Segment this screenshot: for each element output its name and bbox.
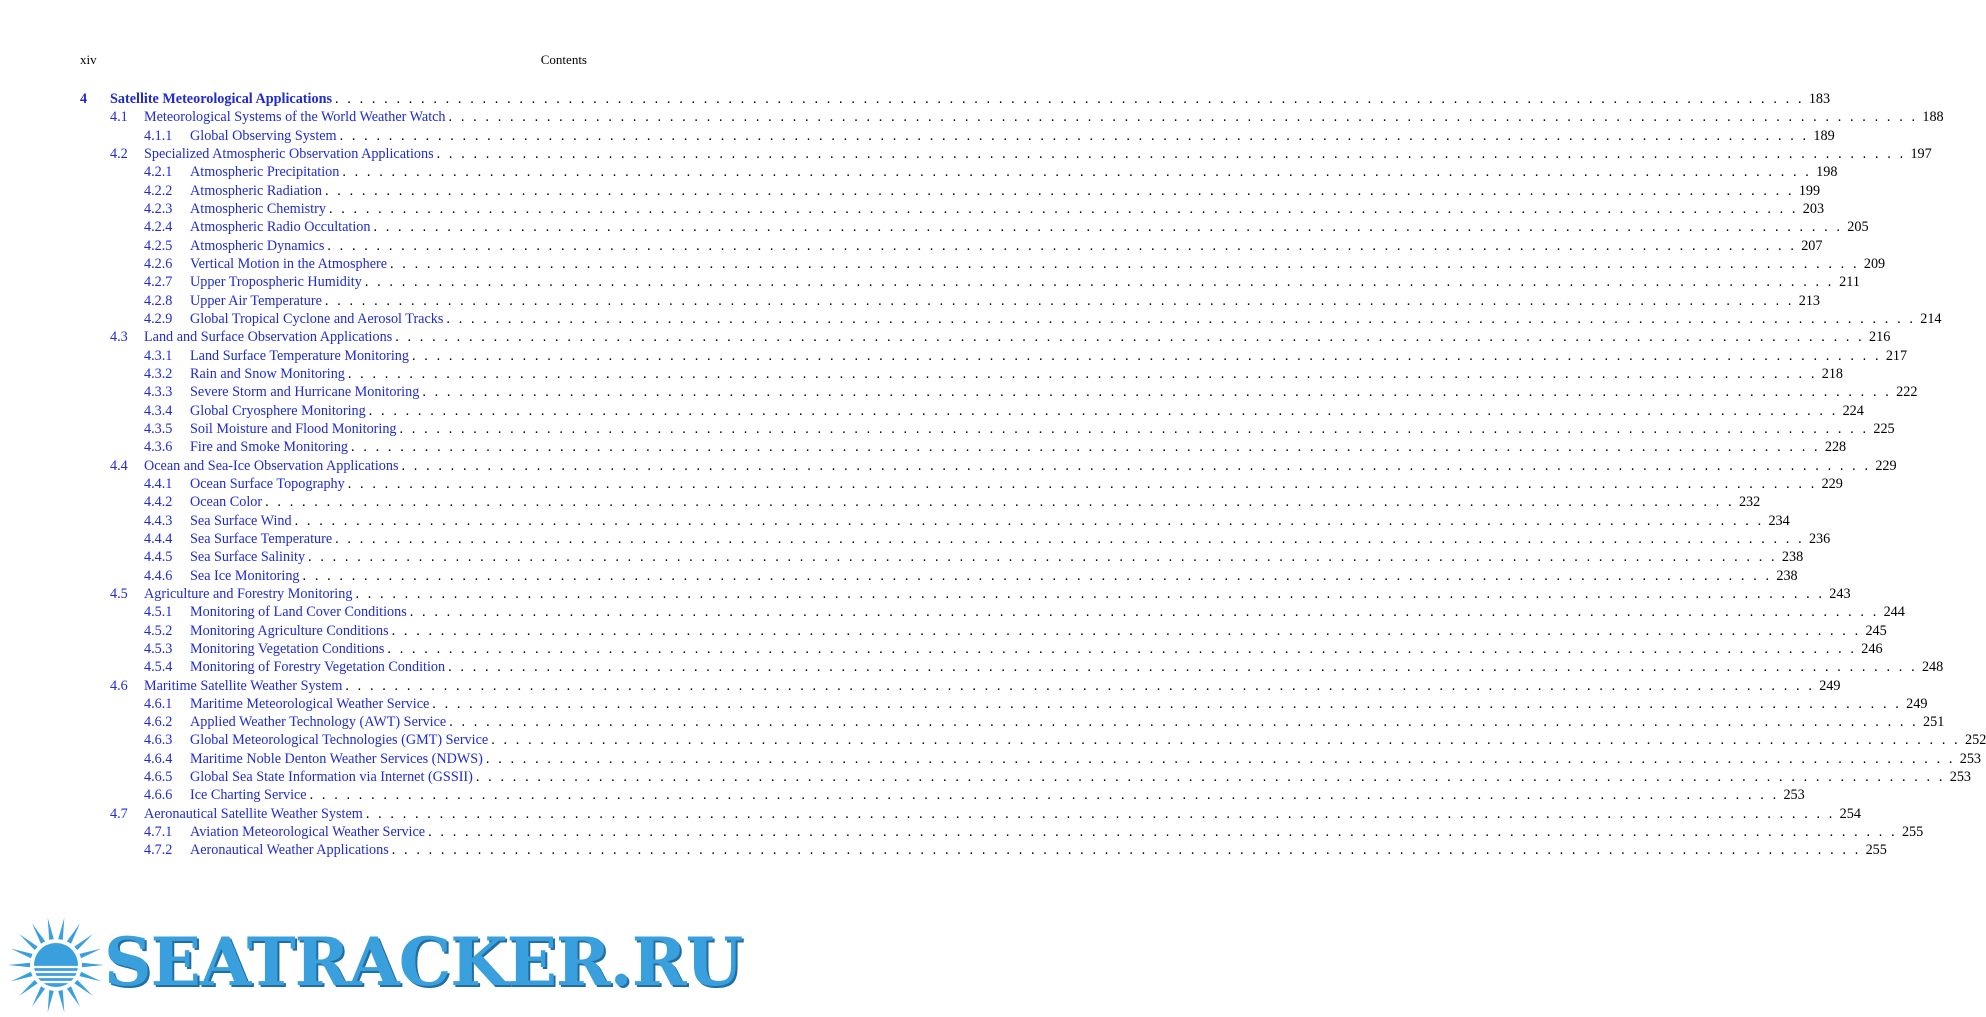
toc-entry-page: 188 [1922,109,1944,126]
toc-entry-page: 249 [1906,695,1928,712]
toc-entry-number[interactable]: 4.2.2 [144,182,173,199]
toc-entry-page: 209 [1863,255,1886,272]
dot-leader: . . . . . . . . . . . . . . . . . . . . . . . . . . . . . . . . . . . . . . . . . . . . . . . . . . . . . . . . . . . . . . . . . . . . . . . . . . . . . . . . . . . . . . . . . . . . . . . . . . . . . . . . . . . . . . . . . . . . . . . . [432,695,1902,712]
toc-entry-title[interactable]: Fire and Smoke Monitoring [190,439,349,456]
toc-entry-page: 238 [1781,549,1804,566]
toc-entry-title[interactable]: Maritime Meteorological Weather Service [190,695,430,712]
toc-entry[interactable] [80,512,1790,530]
toc-entry-page: 222 [1896,384,1918,401]
toc-entry-title[interactable]: Aeronautical Weather Applications [190,842,389,859]
toc-entry-title[interactable]: Aviation Meteorological Weather Service [190,824,426,841]
toc-entry-page: 216 [1869,329,1891,346]
toc-entry-page: 203 [1802,200,1825,217]
dot-leader: . . . . . . . . . . . . . . . . . . . . . . . . . . . . . . . . . . . . . . . . . . . . . . . . . . . . . . . . . . . . . . . . . . . . . . . . . . . . . . . . . . . . . . . . . . . . . . . . . . . . . . . . . . . . . . . . . . . . . . . . [387,640,1857,657]
dot-leader: . . . . . . . . . . . . . . . . . . . . . . . . . . . . . . . . . . . . . . . . . . . . . . . . . . . . . . . . . . . . . . . . . . . . . . . . . . . . . . . . . . . . . . . . . . . . . . . . . . . . . . . . . . . . . . . . . . . . . . . . [355,585,1825,602]
toc-entry-page: 218 [1821,365,1843,382]
toc-entry-number[interactable]: 4.3.2 [144,365,173,382]
toc-entry-number[interactable]: 4.4.4 [144,530,173,547]
dot-leader: . . . . . . . . . . . . . . . . . . . . . . . . . . . . . . . . . . . . . . . . . . . . . . . . . . . . . . . . . . . . . . . . . . . . . . . . . . . . . . . . . . . . . . . . . . . . . . . . . . . . . . . . . . . . . . . . . . . . . . . . [373,219,1843,236]
toc-entry-title[interactable]: Applied Weather Technology (AWT) Service [190,714,447,731]
toc-entry-page: 228 [1824,439,1847,456]
toc-entry-number[interactable]: 4 [80,91,88,107]
toc-entry[interactable] [80,823,1924,841]
toc-entry[interactable] [80,108,1944,126]
toc-entry[interactable] [80,640,1883,658]
dot-leader: . . . . . . . . . . . . . . . . . . . . . . . . . . . . . . . . . . . . . . . . . . . . . . . . . . . . . . . . . . . . . . . . . . . . . . . . . . . . . . . . . . . . . . . . . . . . . . . . . . . . . . . . . . . . . . . . . . . . . . . . [364,274,1834,291]
toc-entry-number[interactable]: 4.6.4 [144,750,173,767]
toc-entry-number[interactable]: 4.2.6 [144,255,173,272]
toc-entry-number[interactable]: 4.2.7 [144,274,173,291]
section-title: Contents [540,52,587,67]
toc-entry[interactable] [80,328,1891,346]
toc-entry-title[interactable]: Ocean and Sea-Ice Observation Applications [144,457,399,474]
dot-leader: . . . . . . . . . . . . . . . . . . . . . . . . . . . . . . . . . . . . . . . . . . . . . . . . . . . . . . . . . . . . . . . . . . . . . . . . . . . . . . . . . . . . . . . . . . . . . . . . . . . . . . . . . . . . . . . . . . . . . . . . [409,604,1879,621]
dot-leader: . . . . . . . . . . . . . . . . . . . . . . . . . . . . . . . . . . . . . . . . . . . . . . . . . . . . . . . . . . . . . . . . . . . . . . . . . . . . . . . . . . . . . . . . . . . . . . . . . . . . . . . . . . . . . . . . . . . . . . . . [351,439,1821,456]
dot-leader: . . . . . . . . . . . . . . . . . . . . . . . . . . . . . . . . . . . . . . . . . . . . . . . . . . . . . . . . . . . . . . . . . . . . . . . . . . . . . . . . . . . . . . . . . . . . . . . . . . . . . . . . . . . . . . . . . . . . . . . . [302,567,1772,584]
toc-entry[interactable] [80,750,1982,768]
dot-leader: . . . . . . . . . . . . . . . . . . . . . . . . . . . . . . . . . . . . . . . . . . . . . . . . . . . . . . . . . . . . . . . . . . . . . . . . . . . . . . . . . . . . . . . . . . . . . . . . . . . . . . . . . . . . . . . . . . . . . . . . [347,475,1817,492]
toc-entry-number[interactable]: 4.7.1 [144,824,173,841]
dot-leader: . . . . . . . . . . . . . . . . . . . . . . . . . . . . . . . . . . . . . . . . . . . . . . . . . . . . . . . . . . . . . . . . . . . . . . . . . . . . . . . . . . . . . . . . . . . . . . . . . . . . . . . . . . . . . . . . . . . . . . . . [339,127,1809,144]
toc-entry[interactable] [80,90,1831,108]
toc-entry[interactable] [80,567,1798,585]
toc-entry-number[interactable]: 4.2.8 [144,292,173,309]
toc-entry-number[interactable]: 4.3.1 [144,347,173,364]
toc-entry-title[interactable]: Sea Surface Salinity [190,549,306,566]
toc-entry-title[interactable]: Land and Surface Observation Applications [144,329,393,346]
toc-entry-title[interactable]: Ice Charting Service [190,787,307,804]
toc-entry-title[interactable]: Atmospheric Radiation [190,182,322,199]
toc-entry[interactable] [80,218,1869,236]
toc-entry-page: 254 [1839,805,1861,822]
toc-entry-number[interactable]: 4.5.2 [144,622,173,639]
toc-entry-page: 225 [1873,420,1895,437]
toc-entry-number[interactable]: 4.5.1 [144,604,173,621]
dot-leader: . . . . . . . . . . . . . . . . . . . . . . . . . . . . . . . . . . . . . . . . . . . . . . . . . . . . . . . . . . . . . . . . . . . . . . . . . . . . . . . . . . . . . . . . . . . . . . . . . . . . . . . . . . . . . . . . . . . . . . . . [294,512,1764,529]
toc-entry-title[interactable]: Ocean Color [190,494,263,511]
watermark [6,915,743,1015]
toc-entry[interactable] [80,310,1942,328]
toc-entry-page: 198 [1816,164,1838,181]
toc-entry[interactable] [80,237,1823,255]
toc-entry[interactable] [80,255,1886,273]
dot-leader: . . . . . . . . . . . . . . . . . . . . . . . . . . . . . . . . . . . . . . . . . . . . . . . . . . . . . . . . . . . . . . . . . . . . . . . . . . . . . . . . . . . . . . . . . . . . . . . . . . . . . . . . . . . . . . . . . . . . . . . . [428,824,1898,841]
toc-entry-title[interactable]: Rain and Snow Monitoring [190,365,345,382]
toc-entry[interactable] [80,768,1971,786]
toc-entry-number[interactable]: 4.5 [110,585,128,602]
toc-entry-page: 251 [1923,714,1945,731]
toc-entry-page: 224 [1842,402,1864,419]
dot-leader: . . . . . . . . . . . . . . . . . . . . . . . . . . . . . . . . . . . . . . . . . . . . . . . . . . . . . . . . . . . . . . . . . . . . . . . . . . . . . . . . . . . . . . . . . . . . . . . . . . . . . . . . . . . . . . . . . . . . . . . . [345,677,1815,694]
dot-leader: . . . . . . . . . . . . . . . . . . . . . . . . . . . . . . . . . . . . . . . . . . . . . . . . . . . . . . . . . . . . . . . . . . . . . . . . . . . . . . . . . . . . . . . . . . . . . . . . . . . . . . . . . . . . . . . . . . . . . . . . [448,109,1918,126]
dot-leader: . . . . . . . . . . . . . . . . . . . . . . . . . . . . . . . . . . . . . . . . . . . . . . . . . . . . . . . . . . . . . . . . . . . . . . . . . . . . . . . . . . . . . . . . . . . . . . . . . . . . . . . . . . . . . . . . . . . . . . . . [308,549,1778,566]
toc-entry[interactable] [80,273,1860,291]
toc-entry[interactable] [80,145,1932,163]
toc-entry-page: 244 [1883,604,1905,621]
toc-entry-page: 253 [1959,750,1982,767]
dot-leader: . . . . . . . . . . . . . . . . . . . . . . . . . . . . . . . . . . . . . . . . . . . . . . . . . . . . . . . . . . . . . . . . . . . . . . . . . . . . . . . . . . . . . . . . . . . . . . . . . . . . . . . . . . . . . . . . . . . . . . . . [485,750,1956,767]
toc-entry-number[interactable]: 4.7 [110,805,128,822]
toc-entry-number[interactable]: 4.4.5 [144,549,173,566]
toc-entry-page: 245 [1865,622,1887,639]
dot-leader: . . . . . . . . . . . . . . . . . . . . . . . . . . . . . . . . . . . . . . . . . . . . . . . . . . . . . . . . . . . . . . . . . . . . . . . . . . . . . . . . . . . . . . . . . . . . . . . . . . . . . . . . . . . . . . . . . . . . . . . . [399,420,1869,437]
toc-entry-number[interactable]: 4.7.2 [144,842,173,859]
dot-leader: . . . . . . . . . . . . . . . . . . . . . . . . . . . . . . . . . . . . . . . . . . . . . . . . . . . . . . . . . . . . . . . . . . . . . . . . . . . . . . . . . . . . . . . . . . . . . . . . . . . . . . . . . . . . . . . . . . . . . . . . [328,200,1799,217]
toc-entry-number[interactable]: 4.2.3 [144,200,173,217]
toc-entry-title[interactable]: Maritime Satellite Weather System [144,677,343,694]
toc-entry-title[interactable]: Satellite Meteorological Applications [110,91,332,107]
toc-entry-number[interactable]: 4.4.2 [144,494,173,511]
toc-entry-page: 255 [1865,842,1887,859]
toc-entry-number[interactable]: 4.5.4 [144,659,173,676]
toc-entry-title[interactable]: Specialized Atmospheric Observation Applications [144,145,434,162]
toc-entry-page: 229 [1821,475,1843,492]
toc-entry[interactable] [80,365,1843,383]
toc-entry-title[interactable]: Upper Tropospheric Humidity [190,274,362,291]
toc-entry-title[interactable]: Atmospheric Dynamics [190,237,325,254]
dot-leader: . . . . . . . . . . . . . . . . . . . . . . . . . . . . . . . . . . . . . . . . . . . . . . . . . . . . . . . . . . . . . . . . . . . . . . . . . . . . . . . . . . . . . . . . . . . . . . . . . . . . . . . . . . . . . . . . . . . . . . . . [446,310,1916,327]
toc-entry[interactable] [80,695,1928,713]
toc-entry-number[interactable]: 4.2.9 [144,310,173,327]
toc-entry-page: 234 [1768,512,1790,529]
toc-entry[interactable] [80,530,1831,548]
toc-entry[interactable] [80,127,1835,145]
toc-entry-title[interactable]: Sea Surface Wind [190,512,292,529]
toc-entry-number[interactable]: 4.6.2 [144,714,173,731]
toc-entry-number[interactable]: 4.6.3 [144,732,173,749]
toc-entry[interactable] [80,420,1895,438]
dot-leader: . . . . . . . . . . . . . . . . . . . . . . . . . . . . . . . . . . . . . . . . . . . . . . . . . . . . . . . . . . . . . . . . . . . . . . . . . . . . . . . . . . . . . . . . . . . . . . . . . . . . . . . . . . . . . . . . . . . . . . . . [448,659,1918,676]
running-head [80,52,587,68]
toc-entry[interactable] [80,731,1986,749]
toc-entry-title[interactable]: Monitoring Agriculture Conditions [190,622,389,639]
toc-entry[interactable] [80,163,1838,181]
dot-leader: . . . . . . . . . . . . . . . . . . . . . . . . . . . . . . . . . . . . . . . . . . . . . . . . . . . . . . . . . . . . . . . . . . . . . . . . . . . . . . . . . . . . . . . . . . . . . . . . . . . . . . . . . . . . . . . . . . . . . . . . [342,164,1812,181]
dot-leader: . . . . . . . . . . . . . . . . . . . . . . . . . . . . . . . . . . . . . . . . . . . . . . . . . . . . . . . . . . . . . . . . . . . . . . . . . . . . . . . . . . . . . . . . . . . . . . . . . . . . . . . . . . . . . . . . . . . . . . . . [391,622,1861,639]
dot-leader: . . . . . . . . . . . . . . . . . . . . . . . . . . . . . . . . . . . . . . . . . . . . . . . . . . . . . . . . . . . . . . . . . . . . . . . . . . . . . . . . . . . . . . . . . . . . . . . . . . . . . . . . . . . . . . . . . . . . . . . . [436,145,1906,162]
toc-entry[interactable] [80,658,1944,676]
page-number-label: xiv [80,52,97,67]
dot-leader: . . . . . . . . . . . . . . . . . . . . . . . . . . . . . . . . . . . . . . . . . . . . . . . . . . . . . . . . . . . . . . . . . . . . . . . . . . . . . . . . . . . . . . . . . . . . . . . . . . . . . . . . . . . . . . . . . . . . . . . . [365,805,1835,822]
toc-entry[interactable] [80,402,1864,420]
toc-entry[interactable] [80,383,1918,401]
dot-leader: . . . . . . . . . . . . . . . . . . . . . . . . . . . . . . . . . . . . . . . . . . . . . . . . . . . . . . . . . . . . . . . . . . . . . . . . . . . . . . . . . . . . . . . . . . . . . . . . . . . . . . . . . . . . . . . . . . . . . . . . [491,732,1961,749]
toc-entry[interactable] [80,786,1805,804]
toc-entry[interactable] [80,457,1897,475]
toc-entry[interactable] [80,493,1761,511]
toc-entry-title[interactable]: Atmospheric Radio Occultation [190,219,371,236]
toc-entry-title[interactable]: Ocean Surface Topography [190,475,345,492]
toc-entry-number[interactable]: 4.1.1 [144,127,173,144]
dot-leader: . . . . . . . . . . . . . . . . . . . . . . . . . . . . . . . . . . . . . . . . . . . . . . . . . . . . . . . . . . . . . . . . . . . . . . . . . . . . . . . . . . . . . . . . . . . . . . . . . . . . . . . . . . . . . . . . . . . . . . . . [391,842,1861,859]
toc-entry[interactable] [80,622,1887,640]
toc-entry-title[interactable]: Monitoring of Land Cover Conditions [190,604,407,621]
dot-leader: . . . . . . . . . . . . . . . . . . . . . . . . . . . . . . . . . . . . . . . . . . . . . . . . . . . . . . . . . . . . . . . . . . . . . . . . . . . . . . . . . . . . . . . . . . . . . . . . . . . . . . . . . . . . . . . . . . . . . . . . [411,347,1882,364]
toc-entry[interactable] [80,841,1887,859]
toc-entry-title[interactable]: Upper Air Temperature [190,292,322,309]
toc-entry-title[interactable]: Global Meteorological Technologies (GMT) Service [190,732,489,749]
dot-leader: . . . . . . . . . . . . . . . . . . . . . . . . . . . . . . . . . . . . . . . . . . . . . . . . . . . . . . . . . . . . . . . . . . . . . . . . . . . . . . . . . . . . . . . . . . . . . . . . . . . . . . . . . . . . . . . . . . . . . . . . [309,787,1779,804]
dot-leader: . . . . . . . . . . . . . . . . . . . . . . . . . . . . . . . . . . . . . . . . . . . . . . . . . . . . . . . . . . . . . . . . . . . . . . . . . . . . . . . . . . . . . . . . . . . . . . . . . . . . . . . . . . . . . . . . . . . . . . . . [325,182,1795,199]
toc-entry-page: 197 [1910,145,1932,162]
toc-entry-page: 253 [1949,769,1971,786]
toc-entry-page: 238 [1776,567,1798,584]
toc-entry-title[interactable]: Global Sea State Information via Internet (GSSII) [190,769,473,786]
sun-logo-icon [6,915,106,1015]
toc-entry[interactable] [80,713,1945,731]
toc-entry[interactable] [80,200,1825,218]
toc-entry[interactable] [80,548,1804,566]
toc-entry-page: 211 [1839,274,1860,291]
toc-entry-number[interactable]: 4.6.5 [144,769,173,786]
toc-entry-number[interactable]: 4.4.6 [144,567,173,584]
toc-entry-number[interactable]: 4.4.3 [144,512,173,529]
dot-leader: . . . . . . . . . . . . . . . . . . . . . . . . . . . . . . . . . . . . . . . . . . . . . . . . . . . . . . . . . . . . . . . . . . . . . . . . . . . . . . . . . . . . . . . . . . . . . . . . . . . . . . . . . . . . . . . . . . . . . . . . [401,457,1871,474]
dot-leader: . . . . . . . . . . . . . . . . . . . . . . . . . . . . . . . . . . . . . . . . . . . . . . . . . . . . . . . . . . . . . . . . . . . . . . . . . . . . . . . . . . . . . . . . . . . . . . . . . . . . . . . . . . . . . . . . . . . . . . . . [475,769,1945,786]
toc-entry-title[interactable]: Vertical Motion in the Atmosphere [190,255,388,272]
toc-entry-page: 229 [1875,457,1897,474]
toc-entry[interactable] [80,292,1821,310]
toc-entry[interactable] [80,603,1905,621]
dot-leader: . . . . . . . . . . . . . . . . . . . . . . . . . . . . . . . . . . . . . . . . . . . . . . . . . . . . . . . . . . . . . . . . . . . . . . . . . . . . . . . . . . . . . . . . . . . . . . . . . . . . . . . . . . . . . . . . . . . . . . . . [265,494,1735,511]
toc-entry-page: 205 [1847,219,1869,236]
dot-leader: . . . . . . . . . . . . . . . . . . . . . . . . . . . . . . . . . . . . . . . . . . . . . . . . . . . . . . . . . . . . . . . . . . . . . . . . . . . . . . . . . . . . . . . . . . . . . . . . . . . . . . . . . . . . . . . . . . . . . . . . [334,91,1805,107]
toc-entry-page: 246 [1861,640,1883,657]
dot-leader: . . . . . . . . . . . . . . . . . . . . . . . . . . . . . . . . . . . . . . . . . . . . . . . . . . . . . . . . . . . . . . . . . . . . . . . . . . . . . . . . . . . . . . . . . . . . . . . . . . . . . . . . . . . . . . . . . . . . . . . . [449,714,1919,731]
toc-entry-number[interactable]: 4.3 [110,329,128,346]
toc-entry-title[interactable]: Land Surface Temperature Monitoring [190,347,409,364]
toc-entry-page: 236 [1808,530,1831,547]
toc-entry-number[interactable]: 4.3.3 [144,384,173,401]
toc-entry[interactable] [80,585,1851,603]
toc-entry[interactable] [80,677,1841,695]
watermark-text: SEATRACKER.RU [104,923,743,1001]
toc-entry-number[interactable]: 4.4 [110,457,128,474]
toc-entry-number[interactable]: 4.3.4 [144,402,173,419]
toc-entry-page: 255 [1901,824,1924,841]
toc-entry-page: 243 [1829,585,1851,602]
toc-entry-number[interactable]: 4.2 [110,145,128,162]
toc-entry-number[interactable]: 4.6.1 [144,695,173,712]
toc-entry[interactable] [80,475,1843,493]
toc-entry-number[interactable]: 4.2.5 [144,237,173,254]
toc-entry-title[interactable]: Global Tropical Cyclone and Aerosol Tracks [190,310,444,327]
toc-entry-title[interactable]: Atmospheric Precipitation [190,164,340,181]
toc-entry-page: 189 [1813,127,1835,144]
toc-entry-title[interactable]: Monitoring Vegetation Conditions [190,640,385,657]
toc-entry-title[interactable]: Sea Ice Monitoring [190,567,300,584]
toc-entry-page: 249 [1819,677,1841,694]
toc-entry-page: 183 [1808,91,1831,107]
toc-entry-page: 252 [1965,732,1986,749]
table-of-contents [80,90,1986,860]
toc-entry-number[interactable]: 4.3.5 [144,420,173,437]
toc-entry-title[interactable]: Sea Surface Temperature [190,530,333,547]
toc-entry-number[interactable]: 4.1 [110,109,128,126]
toc-entry-title[interactable]: Soil Moisture and Flood Monitoring [190,420,397,437]
toc-entry-title[interactable]: Global Cryosphere Monitoring [190,402,366,419]
toc-entry-number[interactable]: 4.5.3 [144,640,173,657]
dot-leader: . . . . . . . . . . . . . . . . . . . . . . . . . . . . . . . . . . . . . . . . . . . . . . . . . . . . . . . . . . . . . . . . . . . . . . . . . . . . . . . . . . . . . . . . . . . . . . . . . . . . . . . . . . . . . . . . . . . . . . . . [324,292,1795,309]
toc-entry[interactable] [80,438,1847,456]
toc-entry-title[interactable]: Maritime Noble Denton Weather Services (NDWS) [190,750,483,767]
dot-leader: . . . . . . . . . . . . . . . . . . . . . . . . . . . . . . . . . . . . . . . . . . . . . . . . . . . . . . . . . . . . . . . . . . . . . . . . . . . . . . . . . . . . . . . . . . . . . . . . . . . . . . . . . . . . . . . . . . . . . . . . [335,530,1805,547]
toc-entry-page: 214 [1920,310,1942,327]
dot-leader: . . . . . . . . . . . . . . . . . . . . . . . . . . . . . . . . . . . . . . . . . . . . . . . . . . . . . . . . . . . . . . . . . . . . . . . . . . . . . . . . . . . . . . . . . . . . . . . . . . . . . . . . . . . . . . . . . . . . . . . . [422,384,1892,401]
dot-leader: . . . . . . . . . . . . . . . . . . . . . . . . . . . . . . . . . . . . . . . . . . . . . . . . . . . . . . . . . . . . . . . . . . . . . . . . . . . . . . . . . . . . . . . . . . . . . . . . . . . . . . . . . . . . . . . . . . . . . . . . [347,365,1817,382]
toc-entry-title[interactable]: Meteorological Systems of the World Weather Watch [144,109,446,126]
toc-entry-number[interactable]: 4.3.6 [144,439,173,456]
toc-entry-title[interactable]: Agriculture and Forestry Monitoring [144,585,353,602]
toc-entry-page: 253 [1783,787,1805,804]
dot-leader: . . . . . . . . . . . . . . . . . . . . . . . . . . . . . . . . . . . . . . . . . . . . . . . . . . . . . . . . . . . . . . . . . . . . . . . . . . . . . . . . . . . . . . . . . . . . . . . . . . . . . . . . . . . . . . . . . . . . . . . . [395,329,1865,346]
dot-leader: . . . . . . . . . . . . . . . . . . . . . . . . . . . . . . . . . . . . . . . . . . . . . . . . . . . . . . . . . . . . . . . . . . . . . . . . . . . . . . . . . . . . . . . . . . . . . . . . . . . . . . . . . . . . . . . . . . . . . . . . [390,255,1860,272]
toc-entry-title[interactable]: Monitoring of Forestry Vegetation Condition [190,659,446,676]
toc-entry[interactable] [80,182,1821,200]
toc-entry-number[interactable]: 4.4.1 [144,475,173,492]
toc-entry-page: 232 [1738,494,1761,511]
toc-entry-page: 213 [1798,292,1821,309]
toc-entry-page: 199 [1798,182,1821,199]
toc-entry-number[interactable]: 4.6.6 [144,787,173,804]
toc-entry-number[interactable]: 4.2.4 [144,219,173,236]
toc-entry-title[interactable]: Severe Storm and Hurricane Monitoring [190,384,420,401]
dot-leader: . . . . . . . . . . . . . . . . . . . . . . . . . . . . . . . . . . . . . . . . . . . . . . . . . . . . . . . . . . . . . . . . . . . . . . . . . . . . . . . . . . . . . . . . . . . . . . . . . . . . . . . . . . . . . . . . . . . . . . . . [368,402,1838,419]
toc-entry-number[interactable]: 4.6 [110,677,128,694]
toc-entry-title[interactable]: Aeronautical Satellite Weather System [144,805,363,822]
toc-entry[interactable] [80,805,1861,823]
toc-entry-title[interactable]: Global Observing System [190,127,337,144]
toc-entry-page: 248 [1921,659,1944,676]
toc-entry-number[interactable]: 4.2.1 [144,164,173,181]
toc-entry[interactable] [80,347,1908,365]
toc-entry-page: 207 [1801,237,1823,254]
toc-entry-page: 217 [1885,347,1908,364]
dot-leader: . . . . . . . . . . . . . . . . . . . . . . . . . . . . . . . . . . . . . . . . . . . . . . . . . . . . . . . . . . . . . . . . . . . . . . . . . . . . . . . . . . . . . . . . . . . . . . . . . . . . . . . . . . . . . . . . . . . . . . . . [327,237,1797,254]
toc-entry-title[interactable]: Atmospheric Chemistry [190,200,326,217]
